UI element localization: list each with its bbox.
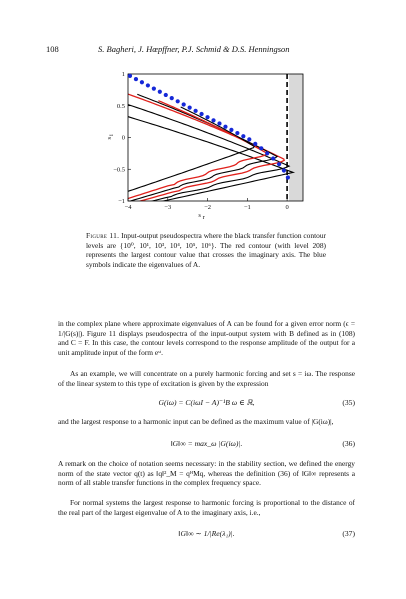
eigenvalue-point [158, 90, 162, 94]
eigenvalue-point [199, 112, 203, 116]
equation-35 [58, 398, 355, 410]
paragraph-notation-remark: A remark on the choice of notation seems necessary: in the stability section, we defined the energy norm of the state vector q(t) as ‖q‖²_M = qᴴMq, whereas the definition (36) of ‖G‖∞ represents a norm of all stable transfer functions in the complex frequency space. [58, 459, 355, 487]
eigenvalue-point [247, 137, 251, 141]
eigenvalue-point [188, 106, 192, 110]
eigenvalue-point [205, 115, 209, 119]
paragraph-largest-response: and the largest response to a harmonic input can be defined as the maximum value of |G(iω)|, [58, 417, 334, 426]
contour-line-5 [112, 101, 267, 204]
x-axis-label: s [198, 212, 201, 219]
pseudospectra-figure [106, 68, 306, 224]
x-tick-label: −2 [204, 204, 212, 211]
eigenvalue-point [223, 125, 227, 129]
x-tick-label: 0 [285, 204, 289, 211]
eigenvalue-point [164, 93, 168, 97]
eigenvalue-point [217, 121, 221, 125]
eigenvalue-point [253, 142, 257, 146]
eigenvalue-point [286, 175, 290, 179]
eigenvalue-point [140, 80, 144, 84]
y-tick-label: −0.5 [113, 166, 125, 174]
x-tick-label: −4 [124, 204, 132, 211]
caption-text: Input-output pseudospectra where the black transfer function contour levels are {10⁰, 10¹, 10³, 10⁴, 10⁵, 10⁶}. The red contour (with level 208) represents the largest contour value that crosses the imaginary axis. The blue symbols indicate the eigenvalues of A. [86, 231, 326, 269]
equation-36 [58, 439, 355, 451]
eigenvalue-point [152, 87, 156, 91]
unstable-region-shade [289, 74, 303, 201]
equation-36-body: ‖G‖∞ = max_ω |G(iω)|. [170, 439, 243, 448]
eigenvalue-point [211, 118, 215, 122]
equation-35-number: (35) [342, 398, 355, 407]
figure-caption [86, 231, 326, 269]
contour-line-3 [111, 88, 284, 204]
eigenvalue-point [271, 156, 275, 160]
y-tick-label: 1 [121, 71, 125, 79]
eigenvalue-point [134, 77, 138, 81]
eigenvalue-point [182, 102, 186, 106]
eigenvalue-point [235, 131, 239, 135]
page-header [46, 44, 366, 56]
paragraph-pseudospectra: in the complex plane where approximate eigenvalues of A can be found for a given error norm (ϵ = 1/|G(s)|). Figure 11 displays pseudospectra of the input-output system with B defined as in (108) and C = F. In this case, the contour levels correspond to the response amplitude of the output for a unit amplitude input of the form eˢᵗ. [58, 319, 355, 357]
pseudospectra-plot [106, 68, 306, 224]
eigenvalue-point [128, 74, 132, 78]
running-head: S. Bagheri, J. Hœpffner, P.J. Schmid & D.S. Henningson [98, 44, 290, 54]
eigenvalue-point [194, 109, 198, 113]
equation-36-number: (36) [342, 439, 355, 448]
eigenvalue-point [241, 134, 245, 138]
caption-label: Figure 11. [86, 231, 120, 240]
x-tick-label: −3 [164, 204, 172, 211]
x-axis-label-subscript: r [202, 214, 205, 221]
y-tick-label: 0 [121, 134, 125, 142]
eigenvalue-point [229, 128, 233, 132]
eigenvalue-point [259, 146, 263, 150]
x-tick-label: −1 [243, 204, 251, 211]
equation-37 [58, 529, 355, 541]
equation-35-body: G(iω) = C(iωI − A)⁻¹B ω ∈ ℝ, [158, 398, 255, 407]
paragraph-harmonic-forcing: As an example, we will concentrate on a purely harmonic forcing and set s = iω. The response of the linear system to this type of excitation is given by the expression [58, 369, 355, 388]
eigenvalue-point [282, 168, 286, 172]
eigenvalue-point [176, 99, 180, 103]
eigenvalue-point [277, 162, 281, 166]
y-tick-label: −1 [118, 198, 125, 206]
paragraph-normal-systems: For normal systems the largest response to harmonic forcing is proportional to the distance of the real part of the largest eigenvalue of A to the imaginary axis, i.e., [58, 498, 355, 517]
equation-37-body: ‖G‖∞ ∼ 1/|Re(λ₁)|. [178, 529, 235, 538]
eigenvalue-point [146, 83, 150, 87]
y-axis-label-subscript: i [108, 134, 115, 136]
y-tick-label: 0.5 [116, 102, 125, 110]
y-axis-label: s [106, 136, 113, 140]
eigenvalue-point [265, 151, 269, 155]
eigenvalue-point [170, 96, 174, 100]
page-number: 108 [46, 44, 59, 54]
equation-37-number: (37) [342, 529, 355, 538]
